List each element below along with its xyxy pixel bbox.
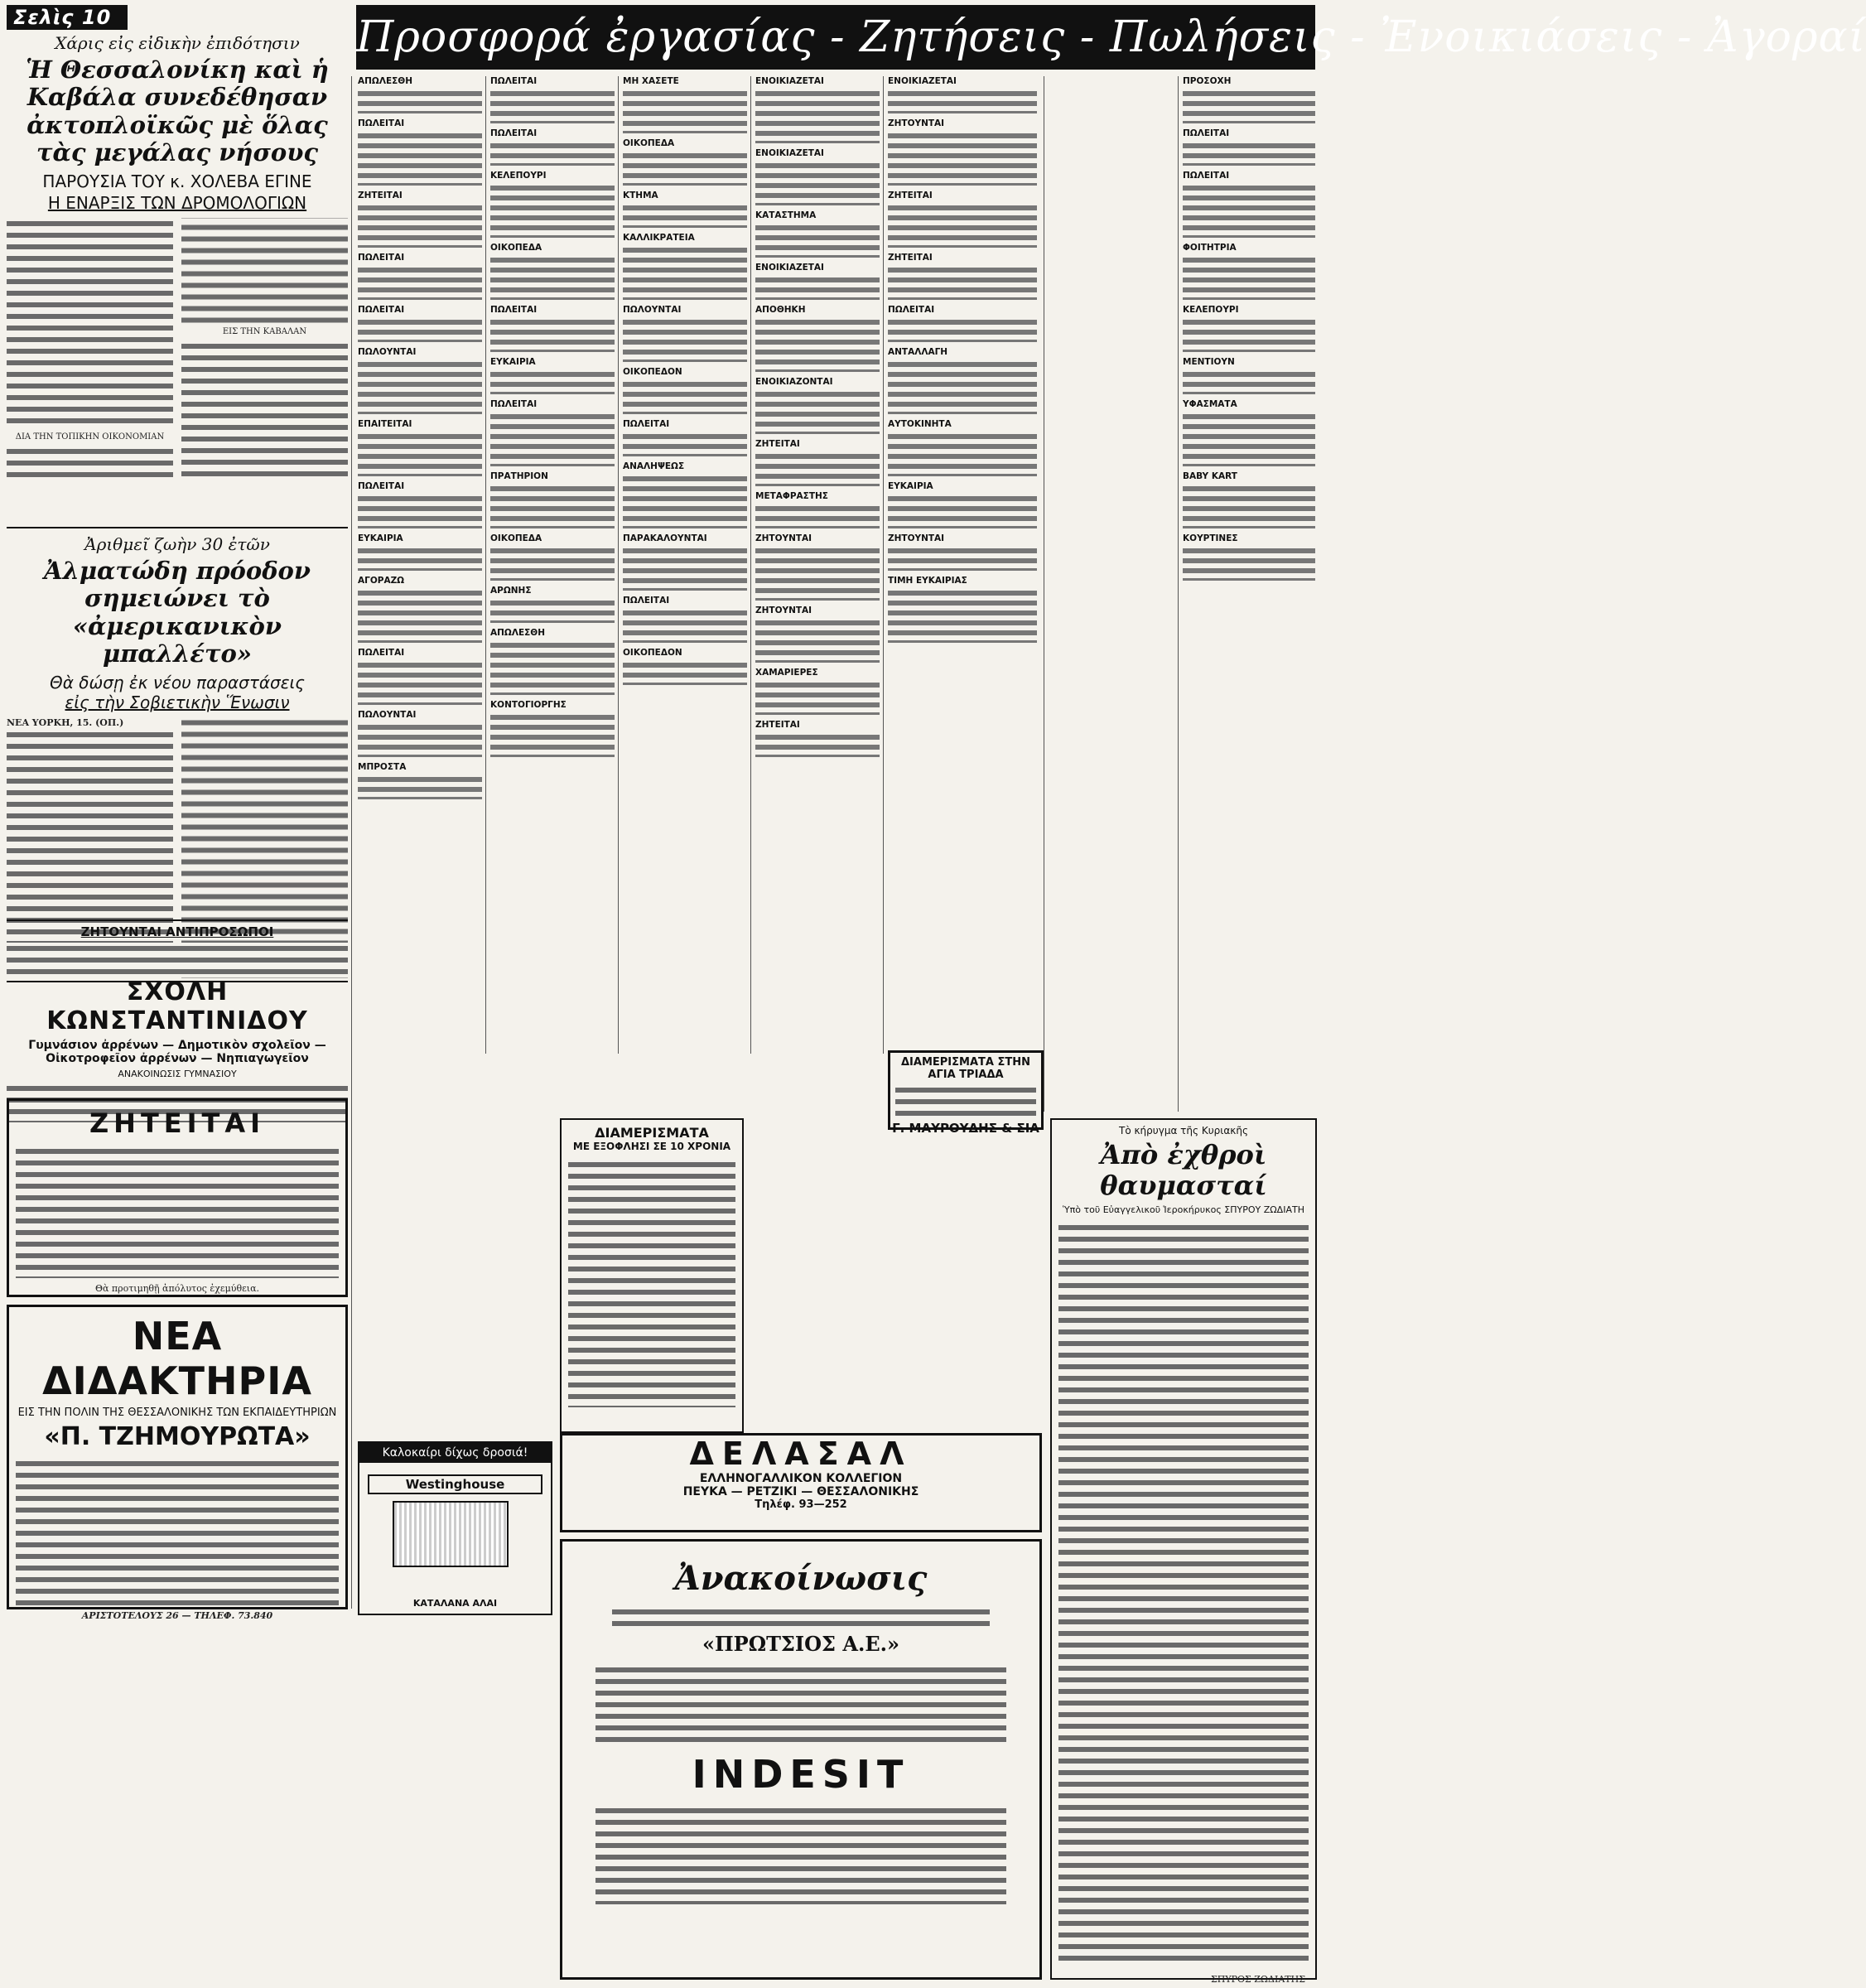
classified-ad xyxy=(358,648,482,705)
classified-ad xyxy=(358,191,482,248)
ad-text xyxy=(612,1606,990,1626)
classified-keyword: ΠΩΛΟΥΝΤΑΙ xyxy=(623,305,682,315)
classified-keyword: ΟΙΚΟΠΕΔΑ xyxy=(490,533,542,543)
classified-ad xyxy=(623,596,747,643)
classified-keyword: ΕΝΟΙΚΙΑΖΕΤΑΙ xyxy=(755,148,824,158)
classified-keyword: ΖΗΤΟΥΝΤΑΙ xyxy=(888,118,945,128)
classified-keyword: ΟΙΚΟΠΕΔΑ xyxy=(490,243,542,253)
classified-text xyxy=(1183,255,1315,300)
column-rule xyxy=(1178,76,1179,1112)
ad-subtitle: ΕΙΣ ΤΗΝ ΠΟΛΙΝ ΤΗΣ ΘΕΣΣΑΛΟΝΙΚΗΣ ΤΩΝ ΕΚΠΑΙΔΕΥΤΗΡΙΩΝ xyxy=(17,1407,337,1419)
column-rule xyxy=(351,76,352,1609)
classified-keyword: ΖΗΤΕΙΤΑΙ xyxy=(888,191,933,200)
classified-ad xyxy=(358,419,482,476)
classified-keyword: ΕΥΚΑΙΡΙΑ xyxy=(490,357,536,367)
classified-ad xyxy=(755,377,880,434)
classified-text xyxy=(1183,484,1315,528)
classified-keyword: ΠΩΛΕΙΤΑΙ xyxy=(490,399,538,409)
section-heading: ΔΙΑ ΤΗΝ ΤΟΠΙΚΗΝ ΟΙΚΟΝΟΜΙΑΝ xyxy=(15,432,165,442)
classifieds-column xyxy=(358,76,482,804)
classified-text xyxy=(888,359,1037,414)
classified-keyword: ΠΩΛΕΙΤΑΙ xyxy=(623,419,670,429)
classified-text xyxy=(623,432,747,456)
classified-ad xyxy=(623,367,747,414)
classified-text xyxy=(888,588,1037,643)
classified-keyword: ΑΠΩΛΕΣΘΗ xyxy=(490,628,546,638)
classified-ad xyxy=(490,128,615,166)
ad-subtitle: ΜΕ ΕΞΟΦΛΗΣΙ ΣΕ 10 ΧΡΟΝΙΑ xyxy=(572,1141,731,1152)
ad-westinghouse xyxy=(358,1441,552,1615)
classified-text xyxy=(358,660,482,705)
classified-keyword: ΕΝΟΙΚΙΑΖΕΤΑΙ xyxy=(888,76,957,86)
classified-ad xyxy=(755,305,880,372)
classified-text xyxy=(888,432,1037,476)
classified-ad xyxy=(1183,471,1315,528)
classified-ad xyxy=(888,305,1037,342)
classified-text xyxy=(358,359,482,414)
article-subhead: εἰς τὴν Σοβιετικὴν Ἕνωσιν xyxy=(65,692,290,713)
classified-ad xyxy=(358,710,482,757)
ad-subtitle: ΕΛΛΗΝΟΓΑΛΛΙΚΟΝ ΚΟΛΛΕΓΙΟΝ xyxy=(699,1472,903,1485)
classified-keyword: ΧΑΜΑΡΙΕΡΕΣ xyxy=(755,668,818,678)
column-rule xyxy=(750,76,751,1054)
classified-text xyxy=(755,223,880,258)
classified-ad xyxy=(888,76,1037,113)
classified-ad xyxy=(1183,357,1315,394)
classified-text xyxy=(358,265,482,300)
classified-text xyxy=(755,275,880,300)
classified-keyword: ΠΩΛΕΙΤΑΙ xyxy=(1183,171,1230,181)
classified-text xyxy=(888,317,1037,342)
classified-ad xyxy=(888,253,1037,300)
classified-keyword: ΖΗΤΕΙΤΑΙ xyxy=(755,439,800,449)
column-rule xyxy=(883,76,884,1054)
column-rule xyxy=(485,76,486,1054)
classified-keyword: ΜΕΝΤΙΟΥΝ xyxy=(1183,357,1235,367)
classified-text xyxy=(490,712,615,757)
classified-ad xyxy=(755,606,880,663)
classified-keyword: ΚΕΛΕΠΟΥΡΙ xyxy=(1183,305,1239,315)
classifieds-column xyxy=(1183,76,1315,586)
classified-ad xyxy=(888,347,1037,414)
brand-logo: Westinghouse xyxy=(368,1474,542,1494)
ad-title: ΖΗΤΟΥΝΤΑΙ ΑΝΤΙΠΡΟΣΩΠΟΙ xyxy=(80,924,274,939)
column-rule xyxy=(618,76,619,1054)
classifieds-banner: Προσφορά ἐργασίας - Ζητήσεις - Πωλήσεις - Ἐνοικιάσεις - Ἀγοραί xyxy=(356,5,1315,70)
classified-keyword: ΕΠΑΙΤΕΙΤΑΙ xyxy=(358,419,412,429)
classified-keyword: ΚΟΝΤΟΓΙΟΡΓΗΣ xyxy=(490,700,567,710)
classified-text xyxy=(888,89,1037,113)
classified-text xyxy=(623,151,747,186)
classified-text xyxy=(755,389,880,434)
classified-keyword: ΚΤΗΜΑ xyxy=(623,191,658,200)
classified-text xyxy=(623,245,747,300)
ad-name: «Π. ΤΖΗΜΟΥΡΩΤΑ» xyxy=(44,1422,311,1451)
body-text xyxy=(1058,1222,1309,1967)
classified-keyword: ΑΥΤΟΚΙΝΗΤΑ xyxy=(888,419,952,429)
ad-note: ΑΝΑΚΟΙΝΩΣΙΣ ΓΥΜΝΑΣΙΟΥ xyxy=(118,1069,237,1079)
classified-text xyxy=(755,89,880,143)
classified-ad xyxy=(755,148,880,205)
classified-keyword: ΠΩΛΕΙΤΑΙ xyxy=(1183,128,1230,138)
classified-ad xyxy=(623,191,747,228)
classified-keyword: ΚΑΤΑΣΤΗΜΑ xyxy=(755,210,817,220)
classified-ad xyxy=(623,533,747,591)
classified-text xyxy=(623,474,747,528)
article-subhead: Θὰ δώσῃ ἐκ νέου παραστάσεις xyxy=(49,673,306,693)
classified-ad xyxy=(490,533,615,581)
classified-ad xyxy=(490,76,615,123)
classified-ad xyxy=(755,533,880,601)
classified-ad xyxy=(888,191,1037,248)
article-headline: Ἀπὸ ἐχθροὶ θαυμασταί xyxy=(1100,1139,1267,1201)
article-shipping xyxy=(7,33,348,477)
classified-keyword: ΠΩΛΕΙΤΑΙ xyxy=(358,253,405,263)
classified-keyword: ΠΩΛΕΙΤΑΙ xyxy=(358,481,405,491)
classified-ad xyxy=(1183,76,1315,123)
classified-keyword: ΠΩΛΕΙΤΑΙ xyxy=(490,305,538,315)
classified-text xyxy=(623,608,747,643)
article-kicker: Χάρις εἰς εἰδικὴν ἐπιδότησιν xyxy=(55,33,300,53)
classified-ad xyxy=(490,357,615,394)
ad-place: ΠΕΥΚΑ — ΡΕΤΖΙΚΙ — ΘΕΣΣΑΛΟΝΙΚΗΣ xyxy=(682,1485,919,1498)
classified-keyword: ΕΥΚΑΙΡΙΑ xyxy=(888,481,933,491)
classified-ad xyxy=(623,305,747,362)
classified-text xyxy=(1183,183,1315,238)
classified-keyword: ΠΩΛΕΙΤΑΙ xyxy=(358,648,405,658)
classified-ad xyxy=(623,648,747,685)
classified-text xyxy=(1183,89,1315,123)
classified-text xyxy=(755,618,880,663)
classified-ad xyxy=(358,305,482,342)
classified-ad xyxy=(755,263,880,300)
classified-keyword: ΦΟΙΤΗΤΡΙΑ xyxy=(1183,243,1237,253)
classified-text xyxy=(490,598,615,623)
classifieds-column xyxy=(755,76,880,762)
air-conditioner-image xyxy=(393,1501,509,1567)
classified-text xyxy=(358,131,482,186)
signature: ΣΠΥΡΟΣ ΖΩΔΙΑΤΗΣ xyxy=(1210,1973,1305,1985)
classified-ad xyxy=(888,481,1037,528)
classified-ad xyxy=(358,76,482,113)
classified-text xyxy=(490,640,615,695)
classified-text xyxy=(888,546,1037,571)
classified-ad xyxy=(358,253,482,300)
classified-ad xyxy=(1183,399,1315,466)
classified-text xyxy=(888,494,1037,528)
classified-keyword: ΑΡΩΝΗΣ xyxy=(490,586,532,596)
brand-logo: INDESIT xyxy=(692,1751,910,1797)
ad-footer: Θὰ προτιμηθῇ ἀπόλυτος ἐχεμύθεια. xyxy=(94,1283,260,1294)
ad-apartments xyxy=(560,1118,744,1433)
classified-text xyxy=(490,183,615,238)
classified-ad xyxy=(358,576,482,643)
classified-keyword: ΑΓΟΡΑΖΩ xyxy=(358,576,405,586)
classified-ad xyxy=(490,700,615,757)
article-kicker: Ἀριθμεῖ ζωὴν 30 ἐτῶν xyxy=(84,534,270,554)
classified-text xyxy=(623,203,747,228)
classified-keyword: ΠΩΛΕΙΤΑΙ xyxy=(490,76,538,86)
ad-tagline: Καλοκαίρι δίχως δροσιά! xyxy=(359,1443,551,1463)
classified-keyword: ΜΠΡΟΣΤΑ xyxy=(358,762,407,772)
ad-text xyxy=(16,1146,339,1278)
ad-representatives xyxy=(7,919,348,982)
ad-title: ΖΗΤΕΙΤΑΙ xyxy=(89,1107,266,1139)
classified-keyword: ΑΠΟΘΗΚΗ xyxy=(755,305,806,315)
classified-text xyxy=(358,546,482,571)
ad-text xyxy=(16,1458,339,1605)
classified-text xyxy=(755,317,880,372)
ad-title: ΝΕΑ ΔΙΔΑΚΤΗΡΙΑ xyxy=(42,1314,312,1403)
classified-keyword: ΟΙΚΟΠΕΔΟΝ xyxy=(623,367,682,377)
ad-title: ΔΙΑΜΕΡΙΣΜΑΤΑ xyxy=(595,1125,709,1141)
ad-phone: Τηλέφ. 93—252 xyxy=(755,1498,847,1511)
classified-text xyxy=(1183,141,1315,166)
classified-text xyxy=(490,484,615,528)
article-sermon xyxy=(1050,1118,1317,1985)
classified-text xyxy=(1183,369,1315,394)
classified-keyword: ΚΑΛΛΙΚΡΑΤΕΙΑ xyxy=(623,233,695,243)
classified-ad xyxy=(1183,305,1315,352)
classified-ad xyxy=(1183,171,1315,238)
classified-keyword: ΜΕΤΑΦΡΑΣΤΗΣ xyxy=(755,491,828,501)
classified-text xyxy=(888,265,1037,300)
article-subhead: Η ΕΝΑΡΞΙΣ ΤΩΝ ΔΡΟΜΟΛΟΓΙΩΝ xyxy=(47,193,307,214)
classified-text xyxy=(490,255,615,300)
classified-keyword: ΑΝΑΛΗΨΕΩΣ xyxy=(623,461,685,471)
ad-subtitle: Γυμνάσιον ἀρρένων — Δημοτικὸν σχολεῖον — Οἰκοτροφεῖον ἀρρένων — Νηπιαγωγεῖον xyxy=(28,1039,326,1065)
classified-ad xyxy=(755,76,880,143)
classified-text xyxy=(1183,412,1315,466)
article-headline: Ἀλματώδη πρόοδον σημειώνει τὸ «ἀμερικανικὸν μπαλλέτο» xyxy=(43,557,311,668)
classified-keyword: ΚΕΛΕΠΟΥΡΙ xyxy=(490,171,547,181)
classified-text xyxy=(358,89,482,113)
classified-text xyxy=(358,317,482,342)
classified-text xyxy=(623,660,747,685)
ad-indesit xyxy=(560,1539,1042,1980)
ad-company: «ΠΡΩΤΣΙΟΣ Α.Ε.» xyxy=(702,1632,899,1656)
classified-ad xyxy=(490,399,615,466)
dateline: ΝΕΑ ΥΟΡΚΗ, 15. (ΟΠ.) xyxy=(7,717,124,729)
classified-text xyxy=(358,203,482,248)
classified-ad xyxy=(888,533,1037,571)
classified-text xyxy=(490,89,615,123)
classified-keyword: ΠΡΟΣΟΧΗ xyxy=(1183,76,1232,86)
classified-ad xyxy=(888,419,1037,476)
classified-ad xyxy=(623,419,747,456)
ad-text xyxy=(568,1159,735,1407)
classified-text xyxy=(358,588,482,643)
classified-keyword: ΕΝΟΙΚΙΑΖΕΤΑΙ xyxy=(755,76,824,86)
classified-keyword: ΠΩΛΕΙΤΑΙ xyxy=(623,596,670,606)
classified-ad xyxy=(490,471,615,528)
article-author: Ὑπὸ τοῦ Εὐαγγελικοῦ Ἱεροκήρυκος ΣΠΥΡΟΥ ΖΩΔΙΑΤΗ xyxy=(1063,1204,1304,1215)
classified-ad xyxy=(755,720,880,757)
classified-text xyxy=(490,546,615,581)
classified-text xyxy=(358,432,482,476)
classified-text xyxy=(755,504,880,528)
classified-keyword: ΠΩΛΟΥΝΤΑΙ xyxy=(358,710,417,720)
divider xyxy=(7,527,348,528)
classified-ad xyxy=(755,491,880,528)
classified-ad xyxy=(1183,533,1315,581)
classified-ad xyxy=(358,118,482,186)
article-headline: Ἡ Θεσσαλονίκη καὶ ἡ Καβάλα συνεδέθησαν ἀκτοπλοϊκῶς μὲ ὅλας τὰς μεγάλας νήσους xyxy=(26,55,329,167)
classified-text xyxy=(490,141,615,166)
classified-keyword: ΚΟΥΡΤΙΝΕΣ xyxy=(1183,533,1238,543)
article-body xyxy=(7,218,348,477)
classified-ad xyxy=(358,533,482,571)
classified-keyword: ΕΝΟΙΚΙΑΖΕΤΑΙ xyxy=(755,263,824,273)
classified-ad xyxy=(490,171,615,238)
classified-text xyxy=(1183,546,1315,581)
classified-ad xyxy=(358,762,482,799)
classified-keyword: ΜΗ ΧΑΣΕΤΕ xyxy=(623,76,679,86)
article-ballet xyxy=(7,534,348,978)
classified-ad xyxy=(490,243,615,300)
classified-text xyxy=(623,379,747,414)
classified-ad xyxy=(490,628,615,695)
classified-ad xyxy=(623,138,747,186)
classified-keyword: ΠΩΛΕΙΤΑΙ xyxy=(888,305,935,315)
classified-keyword: ΑΠΩΛΕΣΘΗ xyxy=(358,76,413,86)
classified-text xyxy=(888,131,1037,186)
ad-name: Γ. ΜΑΥΡΟΥΔΗΣ & ΣΙΑ xyxy=(892,1121,1039,1136)
classified-keyword: ΟΙΚΟΠΕΔΟΝ xyxy=(623,648,682,658)
classified-text xyxy=(755,161,880,205)
classified-ad xyxy=(623,461,747,528)
classified-ad xyxy=(888,576,1037,643)
ad-title: ΔΙΑΜΕΡΙΣΜΑΤΑ ΣΤΗΝ ΑΓΙΑ ΤΡΙΑΔΑ xyxy=(901,1056,1030,1081)
classified-keyword: ΠΩΛΕΙΤΑΙ xyxy=(358,118,405,128)
classified-text xyxy=(755,732,880,757)
classifieds-column xyxy=(623,76,747,690)
classified-keyword: ΠΩΛΟΥΝΤΑΙ xyxy=(358,347,417,357)
body-text xyxy=(7,218,173,429)
classified-text xyxy=(358,722,482,757)
classified-keyword: ΕΝΟΙΚΙΑΖΟΝΤΑΙ xyxy=(755,377,833,387)
classified-text xyxy=(358,774,482,799)
classified-keyword: ΠΩΛΕΙΤΑΙ xyxy=(490,128,538,138)
classified-text xyxy=(358,494,482,528)
classified-ad xyxy=(755,210,880,258)
classified-keyword: ΖΗΤΕΙΤΑΙ xyxy=(755,720,800,730)
classified-ad xyxy=(358,347,482,414)
section-heading: ΕΙΣ ΤΗΝ ΚΑΒΑΛΑΝ xyxy=(222,326,307,336)
ad-title: ΔΕΛΑΣΑΛ xyxy=(689,1436,913,1472)
ad-title: ΣΧΟΛΗ ΚΩΝΣΤΑΝΤΙΝΙΔΟΥ xyxy=(46,977,308,1035)
classified-ad xyxy=(1183,128,1315,166)
classified-keyword: ΖΗΤΟΥΝΤΑΙ xyxy=(755,606,812,615)
classified-keyword: ΖΗΤΟΥΝΤΑΙ xyxy=(888,533,945,543)
classified-keyword: ΠΑΡΑΚΑΛΟΥΝΤΑΙ xyxy=(623,533,707,543)
classified-ad xyxy=(888,118,1037,186)
ad-text xyxy=(7,943,348,977)
classified-keyword: ΑΝΤΑΛΛΑΓΗ xyxy=(888,347,948,357)
classified-ad xyxy=(358,481,482,528)
classified-ad xyxy=(755,668,880,715)
classified-ad xyxy=(490,586,615,623)
ad-mavroudis xyxy=(888,1050,1044,1136)
classified-text xyxy=(888,203,1037,248)
ad-delasal xyxy=(560,1433,1042,1532)
ad-footer: ΚΑΤΑΛΑΝΑ ΑΛΑΙ xyxy=(412,1598,498,1609)
classified-ad xyxy=(1183,243,1315,300)
classified-keyword: ΤΙΜΗ ΕΥΚΑΙΡΙΑΣ xyxy=(888,576,967,586)
ad-footer: ΑΡΙΣΤΟΤΕΛΟΥΣ 26 — ΤΗΛΕΦ. 73.840 xyxy=(81,1610,273,1621)
classified-keyword: ΕΥΚΑΙΡΙΑ xyxy=(358,533,403,543)
classified-text xyxy=(490,412,615,466)
ad-text xyxy=(595,1664,1006,1744)
ad-text xyxy=(895,1084,1036,1117)
classified-ad xyxy=(490,305,615,352)
classified-text xyxy=(755,451,880,486)
classified-keyword: BABY KART xyxy=(1183,471,1237,481)
classified-ad xyxy=(755,439,880,486)
ad-kicker: Ἀνακοίνωσις xyxy=(674,1559,928,1598)
classified-keyword: ΖΗΤΟΥΝΤΑΙ xyxy=(755,533,812,543)
classified-text xyxy=(755,680,880,715)
classified-keyword: ΖΗΤΕΙΤΑΙ xyxy=(888,253,933,263)
classified-text xyxy=(623,317,747,362)
classified-ad xyxy=(623,233,747,300)
article-kicker: Τὸ κήρυγμα τῆς Κυριακῆς xyxy=(1119,1125,1248,1136)
classified-keyword: ΖΗΤΕΙΤΑΙ xyxy=(358,191,403,200)
classified-keyword: ΠΩΛΕΙΤΑΙ xyxy=(358,305,405,315)
ad-text xyxy=(595,1805,1006,1904)
ad-wanted xyxy=(7,1098,348,1297)
body-text xyxy=(181,340,348,477)
classified-text xyxy=(490,369,615,394)
classified-text xyxy=(623,89,747,133)
article-subhead: ΠΑΡΟΥΣΙΑ ΤΟΥ κ. ΧΟΛΕΒΑ ΕΓΙΝΕ xyxy=(42,171,312,192)
classified-keyword: ΠΡΑΤΗΡΙΟΝ xyxy=(490,471,548,481)
classifieds-column xyxy=(888,76,1037,648)
ad-tuition xyxy=(7,1305,348,1621)
classified-text xyxy=(490,317,615,352)
classified-keyword: ΟΙΚΟΠΕΔΑ xyxy=(623,138,675,148)
classified-keyword: ΥΦΑΣΜΑΤΑ xyxy=(1183,399,1237,409)
classified-text xyxy=(623,546,747,591)
classifieds-column xyxy=(490,76,615,762)
classified-ad xyxy=(623,76,747,133)
classified-text xyxy=(755,546,880,601)
page-number-badge: Σελὶς 10 xyxy=(7,5,128,30)
classified-text xyxy=(1183,317,1315,352)
